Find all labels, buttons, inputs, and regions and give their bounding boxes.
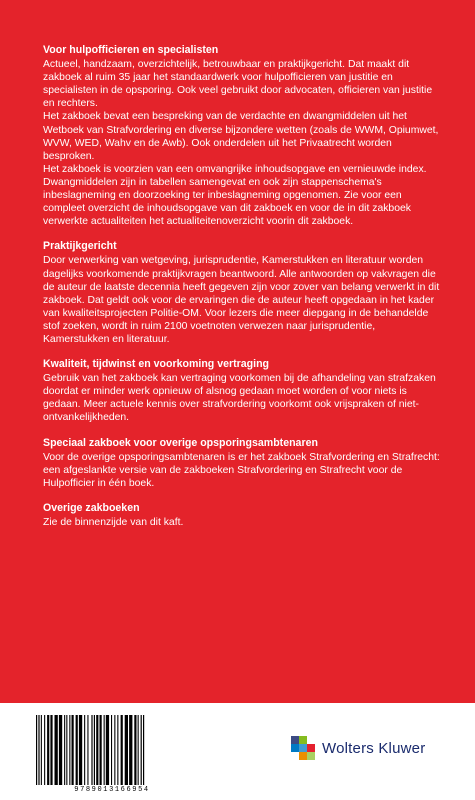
publisher-name: Wolters Kluwer (322, 739, 426, 757)
barcode-bar (84, 715, 85, 785)
barcode-bar (87, 715, 88, 785)
barcode-bar (59, 715, 62, 785)
barcode-bar (96, 715, 98, 785)
barcode-number: 9789013166954 (74, 786, 150, 794)
barcode-bar (114, 715, 115, 785)
barcode-bar (138, 715, 139, 785)
section-title: Overige zakboeken (43, 501, 140, 514)
back-cover-text (43, 44, 443, 541)
barcode-bar (76, 715, 78, 785)
wolters-kluwer-mosaic-icon (290, 735, 316, 761)
barcode-bar (104, 715, 105, 785)
barcode-bar (125, 715, 128, 785)
barcode-bar (50, 715, 52, 785)
barcode-bar (41, 715, 42, 785)
section-speciaal-zakboek (43, 437, 443, 490)
barcode-bar (129, 715, 132, 785)
barcode-bar (69, 715, 70, 785)
barcode-bar (36, 715, 37, 785)
barcode-bar (64, 715, 65, 785)
paragraph: Gebruik van het zakboek kan vertraging voorkomen bij de afhandeling van strafzaken doordat er minder werk opnieuw of alsnog gedaan moet worden of voor niets is gedaan. Meer actuele kennis over strafvordering voorkomt ook vrijspraken of niet-ontvankelijkheden. (43, 373, 436, 424)
section-kwaliteit (43, 358, 443, 424)
footer-strip (0, 703, 475, 800)
barcode-bar (47, 715, 49, 785)
paragraph: Door verwerking van wetgeving, jurisprudentie, Kamerstukken en literatuur worden dagelijks voorkomende praktijkvragen beantwoord. Alle antwoorden op vakvragen die de auteur de laatste decennia heeft gegeven zijn voor zover van belang verwerkt in dit zakboek. Dat geldt ook voor de ervaringen die de auteur heeft opgedaan in het kader van kwaliteitsprojecten Politie-OM. Voor lezers die meer diepgang in de behandelde stof zoeken, wordt in ruim 2100 voetnoten verwezen naar jurisprudentie, Kamerstukken en literatuur. (43, 255, 440, 345)
paragraph: Voor de overige opsporingsambtenaren is er het zakboek Strafvordering en Strafrecht: een afgeslankte versie van de zakboeken Strafvordering en Strafrecht voor de Hulpofficier in één boek. (43, 451, 440, 489)
paragraph: Het zakboek is voorzien van een omvangrijke inhoudsopgave en vernieuwde index. Dwangmiddelen zijn in tabellen samengevat en ook zijn stappenschema's inbeslagneming en doorzoeking ter inbeslagneming opgenomen. Zie voor een compleet overzicht de inhoudsopgave van dit zakboek en voor de in dit zakboek verwerkte actualiteiten het actualiteitenoverzicht voorin dit zakboek. (43, 163, 427, 228)
barcode-bar (72, 715, 74, 785)
barcode-bar (106, 715, 109, 785)
section-praktijkgericht (43, 240, 443, 346)
section-title: Praktijkgericht (43, 240, 117, 253)
section-title: Voor hulpofficieren en specialisten (43, 44, 219, 56)
barcode-bar (134, 715, 136, 785)
section-title: Kwaliteit, tijdwinst en voorkoming vertraging (43, 358, 270, 371)
barcode-bar (100, 715, 102, 785)
barcode-bar (55, 715, 58, 785)
paragraph: Het zakboek bevat een bespreking van de verdachte en dwangmiddelen uit het Wetboek van Strafvordering en diverse bijzondere wetten (zoals de WWM, Opiumwet, WVW, WED, Wahv en de Awb). Ook onderdelen uit het Privaatrecht worden besproken. (43, 111, 439, 162)
barcode-bar (121, 715, 123, 785)
barcode (32, 715, 192, 785)
barcode-bar (94, 715, 95, 785)
barcode-bar (111, 715, 112, 785)
barcode-bar (44, 715, 45, 785)
barcode-bar (91, 715, 92, 785)
section-hulpofficieren (43, 44, 443, 228)
publisher-logo (290, 735, 425, 761)
barcode-bar (38, 715, 39, 785)
paragraph: Zie de binnenzijde van dit kaft. (43, 517, 184, 528)
paragraph: Actueel, handzaam, overzichtelijk, betrouwbaar en praktijkgericht. Dat maakt dit zakboek al ruim 35 jaar het standaardwerk voor hulpofficieren van justitie en specialisten in de opsporing. Ook veel gebruikt door advocaten, officieren van justitie en rechters. (43, 59, 433, 110)
section-overige-zakboeken (43, 502, 443, 529)
barcode-bar (117, 715, 118, 785)
barcode-bar (141, 715, 142, 785)
barcode-bar (79, 715, 82, 785)
barcode-bar (66, 715, 67, 785)
section-title: Speciaal zakboek voor overige opsporingsambtenaren (43, 436, 318, 449)
barcode-bar (143, 715, 144, 785)
